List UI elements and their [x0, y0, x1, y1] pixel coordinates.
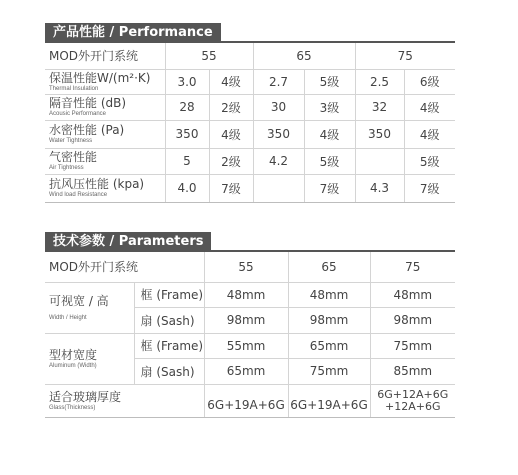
cell — [355, 148, 404, 174]
row-label: 水密性能 (Pa) — [49, 123, 125, 137]
cell: 98mm — [204, 307, 288, 333]
row-label: 气密性能 — [49, 150, 98, 164]
cell: 30 — [253, 94, 304, 120]
glass-label: 适合玻璃厚度 — [49, 389, 122, 404]
row-label-en: Acousic Performance — [49, 111, 107, 117]
row-label: 保温性能W/(m²·K) — [49, 70, 151, 85]
cell: 48mm — [288, 282, 370, 307]
cell: 48mm — [204, 282, 288, 307]
cell: 4级 — [209, 69, 253, 94]
cell: 4级 — [209, 120, 253, 148]
performance-series-65: 65 — [253, 43, 355, 69]
cell-line-2: +12A+6G — [385, 399, 441, 413]
cell: 2级 — [209, 94, 253, 120]
group-label-en: Width / Height — [49, 314, 87, 321]
cell: 4级 — [304, 120, 355, 148]
cell: 65mm — [204, 358, 288, 384]
sub-label: 扇 (Sash) — [134, 358, 204, 384]
parameters-row-glass — [45, 384, 455, 417]
performance-series-label: MOD外开门系统 — [45, 43, 165, 69]
group-label-en: Aluminum (Width) — [49, 362, 97, 369]
cell: 4.2 — [253, 148, 304, 174]
cell: 2.5 — [355, 69, 404, 94]
row-label: 抗风压性能 (kpa) — [49, 177, 145, 191]
performance-row-air — [45, 148, 455, 174]
performance-row-acoustic — [45, 94, 455, 120]
performance-row-wind — [45, 174, 455, 202]
cell: 48mm — [370, 282, 455, 307]
performance-row-water — [45, 120, 455, 148]
parameters-table — [45, 252, 455, 418]
cell: 7级 — [304, 174, 355, 202]
parameters-series-65: 65 — [288, 252, 370, 282]
row-label-en: Water Tightness — [49, 138, 93, 144]
parameters-series-75: 75 — [370, 252, 455, 282]
parameters-series-label: MOD外开门系统 — [45, 252, 204, 282]
performance-table — [45, 43, 455, 203]
cell: 85mm — [370, 358, 455, 384]
performance-row-thermal — [45, 69, 455, 94]
sub-label: 框 (Frame) — [134, 282, 204, 307]
performance-header: 产品性能 / Performance — [45, 23, 221, 43]
cell: 7级 — [404, 174, 455, 202]
parameters-series-55: 55 — [204, 252, 288, 282]
cell: 98mm — [288, 307, 370, 333]
parameters-row-profile-frame — [45, 333, 455, 358]
cell: 2级 — [209, 148, 253, 174]
cell: 7级 — [209, 174, 253, 202]
cell: 350 — [165, 120, 209, 148]
cell — [253, 174, 304, 202]
cell: 4.3 — [355, 174, 404, 202]
sub-label: 扇 (Sash) — [134, 307, 204, 333]
cell: 3.0 — [165, 69, 209, 94]
cell: 55mm — [204, 333, 288, 358]
cell: 3级 — [304, 94, 355, 120]
performance-series-55: 55 — [165, 43, 253, 69]
cell: 5级 — [304, 148, 355, 174]
cell: 5 — [165, 148, 209, 174]
group-label: 型材宽度 — [49, 347, 98, 362]
cell: 2.7 — [253, 69, 304, 94]
cell: 98mm — [370, 307, 455, 333]
cell: 350 — [355, 120, 404, 148]
cell: 4级 — [404, 120, 455, 148]
row-label-en: Air Tightness — [49, 165, 84, 171]
cell: 75mm — [370, 333, 455, 358]
cell: 5级 — [304, 69, 355, 94]
sub-label: 框 (Frame) — [134, 333, 204, 358]
cell: 6级 — [404, 69, 455, 94]
row-label-en: Wind load Resistance — [49, 192, 108, 198]
group-label: 可视宽 / 高 — [49, 293, 109, 308]
performance-series-75: 75 — [355, 43, 455, 69]
cell: 75mm — [288, 358, 370, 384]
cell-line-1: 6G+12A+6G — [377, 387, 449, 401]
cell: 4级 — [404, 94, 455, 120]
parameters-row-visible-frame — [45, 282, 455, 307]
parameters-header: 技术参数 / Parameters — [45, 232, 211, 252]
cell: 6G+19A+6G — [204, 384, 288, 417]
row-label-en: Thermal Insulation — [49, 85, 99, 92]
cell: 32 — [355, 94, 404, 120]
row-label: 隔音性能 (dB) — [49, 96, 127, 110]
cell: 28 — [165, 94, 209, 120]
cell: 4.0 — [165, 174, 209, 202]
cell: 5级 — [404, 148, 455, 174]
cell: 6G+19A+6G — [288, 384, 370, 417]
cell: 350 — [253, 120, 304, 148]
glass-label-en: Glass(Thickness) — [49, 404, 96, 411]
cell: 65mm — [288, 333, 370, 358]
